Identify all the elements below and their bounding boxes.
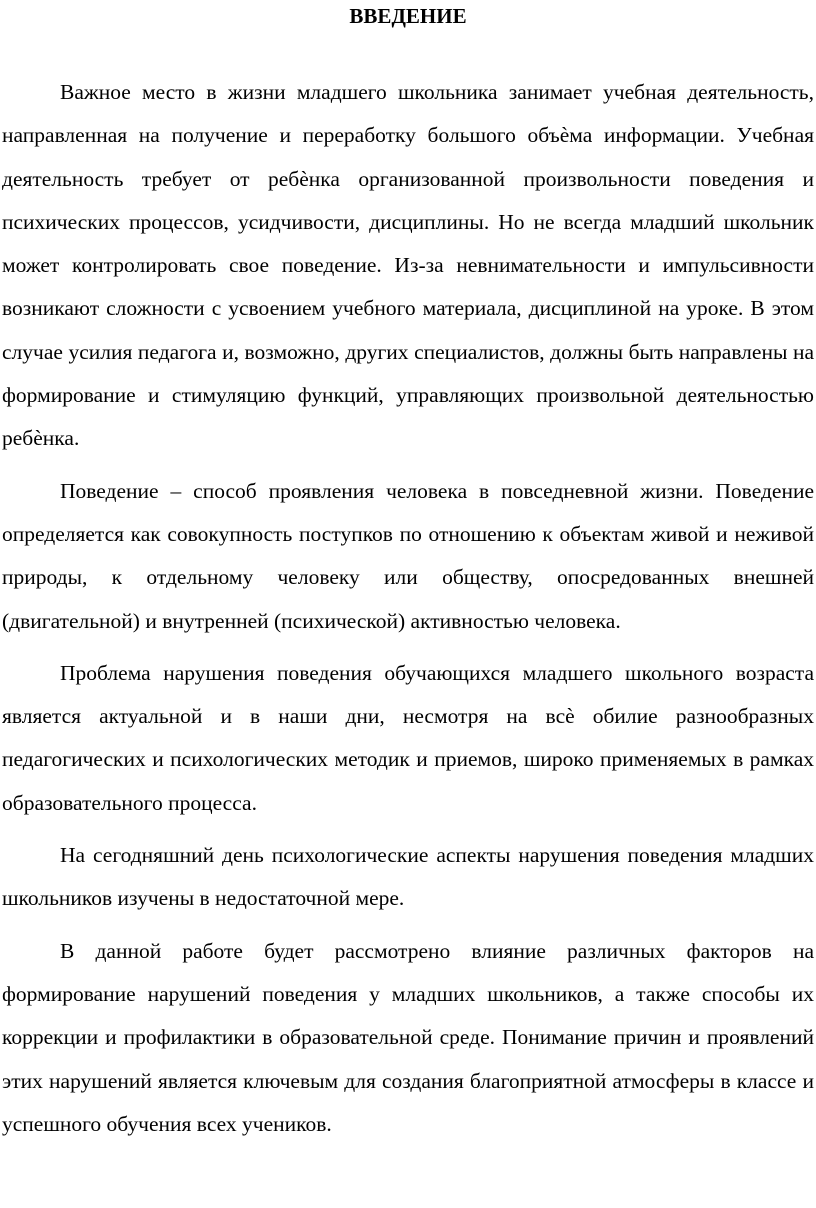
document-body [2,71,814,1146]
paragraph-4: На сегодняшний день психологические аспекты нарушения поведения младших школьников изучены в недостаточной мере. [2,843,814,911]
paragraph-3: Проблема нарушения поведения обучающихся младшего школьного возраста является актуальной и в наши дни, несмотря на всѐ обилие разнообразных педагогических и психологических методик и приемов, широко применяемых в рамках образовательного процесса. [2,660,814,815]
paragraph-2: Поведение – способ проявления человека в повседневной жизни. Поведение определяется как совокупность поступков по отношению к объектам живой и неживой природы, к отдельному человеку или обществу, опосредованных внешней (двигательной) и внутренней (психической) активностью человека. [2,478,814,633]
paragraph-1: Важное место в жизни младшего школьника занимает учебная деятельность, направленная на получение и переработку большого объѐма информации. Учебная деятельность требует от ребѐнка организованной произвольности поведения и психических процессов, усидчивости, дисциплины. Но не всегда младший школьник может контролировать свое поведение. Из-за невнимательности и импульсивности возникают сложности с усвоением учебного материала, дисциплиной на уроке. В этом случае усилия педагога и, возможно, других специалистов, должны быть направлены на формирование и стимуляцию функций, управляющих произвольной деятельностью ребѐнка. [2,80,814,451]
document-title: ВВЕДЕНИЕ [349,4,467,28]
paragraph-5: В данной работе будет рассмотрено влияние различных факторов на формирование нарушений поведения у младших школьников, а также способы их коррекции и профилактики в образовательной среде. Понимание причин и проявлений этих нарушений является ключевым для создания благоприятной атмосферы в классе и успешного обучения всех учеников. [2,938,814,1136]
